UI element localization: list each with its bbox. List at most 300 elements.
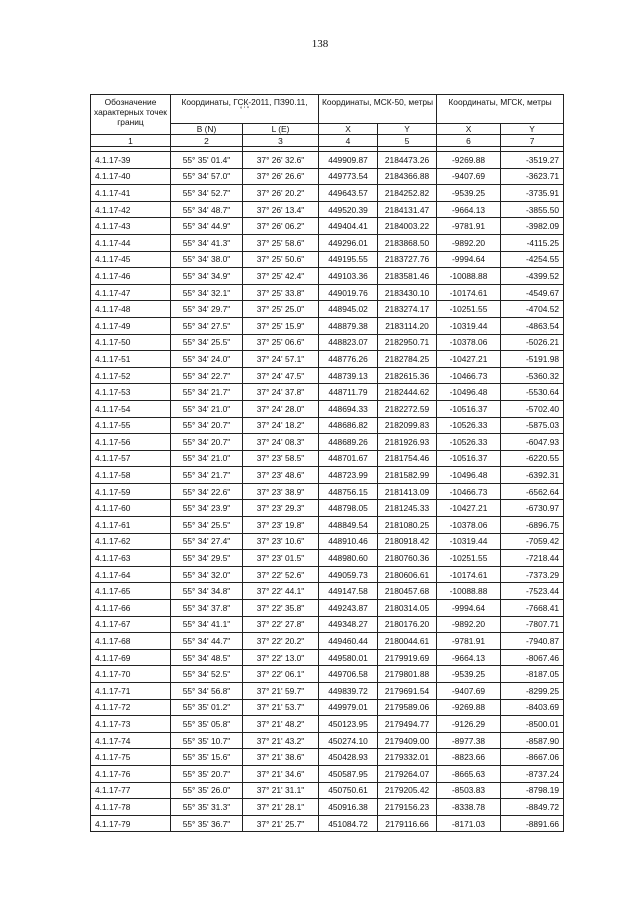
table-row (91, 434, 564, 451)
latitude-cell: 55° 34' 48.5" (171, 649, 243, 666)
msk-y-cell: 2181245.33 (378, 500, 437, 517)
msk-y-cell: 2179919.69 (378, 649, 437, 666)
mgsk-x-cell: -9664.13 (437, 649, 501, 666)
point-id-cell: 4.1.17-75 (91, 749, 171, 766)
mgsk-x-cell: -10319.44 (437, 533, 501, 550)
mgsk-y-cell: -4549.67 (501, 284, 564, 301)
mgsk-y-cell: -7940.87 (501, 633, 564, 650)
point-id-cell: 4.1.17-74 (91, 732, 171, 749)
point-id-cell: 4.1.17-58 (91, 467, 171, 484)
msk-x-cell: 448910.46 (319, 533, 378, 550)
point-id-cell: 4.1.17-67 (91, 616, 171, 633)
table-row (91, 317, 564, 334)
msk-y-cell: 2179264.07 (378, 765, 437, 782)
msk-y-cell: 2183430.10 (378, 284, 437, 301)
header-gsk-title: Координаты, ГСК-2011, ПЗ90.11, (181, 97, 308, 107)
point-id-cell: 4.1.17-46 (91, 268, 171, 285)
mgsk-y-cell: -4399.52 (501, 268, 564, 285)
mgsk-y-cell: -5191.98 (501, 351, 564, 368)
msk-x-cell: 451084.72 (319, 815, 378, 832)
msk-x-cell: 449296.01 (319, 234, 378, 251)
table-row (91, 500, 564, 517)
header-msk-x: X (319, 124, 378, 135)
table-body (91, 147, 564, 832)
table-row (91, 400, 564, 417)
table-row (91, 152, 564, 169)
mgsk-x-cell: -10496.48 (437, 384, 501, 401)
longitude-cell: 37° 22' 27.8" (243, 616, 319, 633)
latitude-cell: 55° 34' 41.1" (171, 616, 243, 633)
mgsk-x-cell: -10427.21 (437, 500, 501, 517)
longitude-cell: 37° 25' 15.9" (243, 317, 319, 334)
msk-y-cell: 2179801.88 (378, 666, 437, 683)
mgsk-y-cell: -8587.90 (501, 732, 564, 749)
table-row (91, 633, 564, 650)
longitude-cell: 37° 26' 20.2" (243, 185, 319, 202)
mgsk-y-cell: -5702.40 (501, 400, 564, 417)
latitude-cell: 55° 34' 21.0" (171, 450, 243, 467)
latitude-cell: 55° 34' 57.0" (171, 168, 243, 185)
latitude-cell: 55° 34' 23.9" (171, 500, 243, 517)
latitude-cell: 55° 34' 21.0" (171, 400, 243, 417)
longitude-cell: 37° 26' 06.2" (243, 218, 319, 235)
longitude-cell: 37° 24' 08.3" (243, 434, 319, 451)
msk-x-cell: 449460.44 (319, 633, 378, 650)
point-id-cell: 4.1.17-51 (91, 351, 171, 368)
mgsk-y-cell: -6562.64 (501, 483, 564, 500)
msk-x-cell: 448686.82 (319, 417, 378, 434)
longitude-cell: 37° 22' 52.6" (243, 566, 319, 583)
msk-x-cell: 449147.58 (319, 583, 378, 600)
latitude-cell: 55° 34' 48.7" (171, 201, 243, 218)
longitude-cell: 37° 22' 20.2" (243, 633, 319, 650)
point-id-cell: 4.1.17-39 (91, 152, 171, 169)
latitude-cell: 55° 34' 34.9" (171, 268, 243, 285)
latitude-cell: 55° 34' 32.0" (171, 566, 243, 583)
longitude-cell: 37° 25' 33.8" (243, 284, 319, 301)
longitude-cell: 37° 21' 43.2" (243, 732, 319, 749)
mgsk-y-cell: -6896.75 (501, 517, 564, 534)
msk-x-cell: 448849.54 (319, 517, 378, 534)
longitude-cell: 37° 24' 28.0" (243, 400, 319, 417)
table-row (91, 550, 564, 567)
table-row (91, 749, 564, 766)
mgsk-y-cell: -4704.52 (501, 301, 564, 318)
mgsk-y-cell: -3855.50 (501, 201, 564, 218)
mgsk-y-cell: -8798.19 (501, 782, 564, 799)
longitude-cell: 37° 21' 59.7" (243, 683, 319, 700)
msk-y-cell: 2180044.61 (378, 633, 437, 650)
longitude-cell: 37° 22' 35.8" (243, 600, 319, 617)
latitude-cell: 55° 34' 27.5" (171, 317, 243, 334)
point-id-cell: 4.1.17-78 (91, 799, 171, 816)
table-row (91, 533, 564, 550)
table-row (91, 201, 564, 218)
latitude-cell: 55° 34' 52.7" (171, 185, 243, 202)
point-id-cell: 4.1.17-73 (91, 716, 171, 733)
mgsk-y-cell: -8849.72 (501, 799, 564, 816)
table-row (91, 566, 564, 583)
point-id-cell: 4.1.17-42 (91, 201, 171, 218)
latitude-cell: 55° 35' 20.7" (171, 765, 243, 782)
mgsk-x-cell: -10526.33 (437, 434, 501, 451)
msk-x-cell: 448694.33 (319, 400, 378, 417)
mgsk-x-cell: -10516.37 (437, 450, 501, 467)
mgsk-x-cell: -9664.13 (437, 201, 501, 218)
point-id-cell: 4.1.17-60 (91, 500, 171, 517)
mgsk-x-cell: -8665.63 (437, 765, 501, 782)
msk-y-cell: 2179116.66 (378, 815, 437, 832)
msk-y-cell: 2182950.71 (378, 334, 437, 351)
latitude-cell: 55° 34' 52.5" (171, 666, 243, 683)
msk-x-cell: 448945.02 (319, 301, 378, 318)
longitude-cell: 37° 21' 25.7" (243, 815, 319, 832)
point-id-cell: 4.1.17-50 (91, 334, 171, 351)
column-number: 2 (171, 135, 243, 147)
point-id-cell: 4.1.17-43 (91, 218, 171, 235)
msk-x-cell: 449979.01 (319, 699, 378, 716)
mgsk-x-cell: -10378.06 (437, 517, 501, 534)
msk-x-cell: 449103.36 (319, 268, 378, 285)
msk-y-cell: 2181080.25 (378, 517, 437, 534)
table-row (91, 732, 564, 749)
point-id-cell: 4.1.17-44 (91, 234, 171, 251)
table-row (91, 815, 564, 832)
table-row (91, 334, 564, 351)
longitude-cell: 37° 22' 44.1" (243, 583, 319, 600)
mgsk-y-cell: -4863.54 (501, 317, 564, 334)
table-row (91, 782, 564, 799)
mgsk-y-cell: -7059.42 (501, 533, 564, 550)
longitude-cell: 37° 24' 57.1" (243, 351, 319, 368)
mgsk-y-cell: -5360.32 (501, 367, 564, 384)
msk-y-cell: 2179156.23 (378, 799, 437, 816)
msk-y-cell: 2182784.25 (378, 351, 437, 368)
msk-x-cell: 450916.38 (319, 799, 378, 816)
longitude-cell: 37° 26' 32.6" (243, 152, 319, 169)
longitude-cell: 37° 21' 31.1" (243, 782, 319, 799)
mgsk-y-cell: -5530.64 (501, 384, 564, 401)
table-row (91, 799, 564, 816)
mgsk-y-cell: -7218.44 (501, 550, 564, 567)
msk-y-cell: 2183868.50 (378, 234, 437, 251)
coordinates-table (90, 94, 564, 832)
table-row (91, 716, 564, 733)
msk-x-cell: 448723.99 (319, 467, 378, 484)
point-id-cell: 4.1.17-68 (91, 633, 171, 650)
longitude-cell: 37° 26' 13.4" (243, 201, 319, 218)
longitude-cell: 37° 23' 29.3" (243, 500, 319, 517)
mgsk-x-cell: -10516.37 (437, 400, 501, 417)
longitude-cell: 37° 23' 48.6" (243, 467, 319, 484)
latitude-cell: 55° 34' 20.7" (171, 417, 243, 434)
msk-y-cell: 2182272.59 (378, 400, 437, 417)
longitude-cell: 37° 25' 58.6" (243, 234, 319, 251)
latitude-cell: 55° 34' 25.5" (171, 334, 243, 351)
header-msk-group: Координаты, МСК-50, метры (319, 95, 437, 124)
msk-y-cell: 2181754.46 (378, 450, 437, 467)
mgsk-x-cell: -9407.69 (437, 683, 501, 700)
msk-x-cell: 449195.55 (319, 251, 378, 268)
point-id-cell: 4.1.17-45 (91, 251, 171, 268)
msk-y-cell: 2183727.76 (378, 251, 437, 268)
mgsk-y-cell: -3735.91 (501, 185, 564, 202)
msk-y-cell: 2180918.42 (378, 533, 437, 550)
longitude-cell: 37° 24' 47.5" (243, 367, 319, 384)
mgsk-x-cell: -9781.91 (437, 218, 501, 235)
msk-x-cell: 450123.95 (319, 716, 378, 733)
msk-x-cell: 448980.60 (319, 550, 378, 567)
page-number: 138 (311, 38, 329, 50)
msk-y-cell: 2183581.46 (378, 268, 437, 285)
mgsk-y-cell: -6392.31 (501, 467, 564, 484)
table-row (91, 483, 564, 500)
msk-y-cell: 2179205.42 (378, 782, 437, 799)
mgsk-x-cell: -8977.38 (437, 732, 501, 749)
msk-y-cell: 2180457.68 (378, 583, 437, 600)
point-id-cell: 4.1.17-55 (91, 417, 171, 434)
msk-x-cell: 449706.58 (319, 666, 378, 683)
table-row (91, 185, 564, 202)
mgsk-x-cell: -8338.78 (437, 799, 501, 816)
mgsk-x-cell: -9539.25 (437, 185, 501, 202)
mgsk-x-cell: -10174.61 (437, 566, 501, 583)
mgsk-x-cell: -10526.33 (437, 417, 501, 434)
mgsk-x-cell: -10466.73 (437, 483, 501, 500)
latitude-cell: 55° 34' 38.0" (171, 251, 243, 268)
point-id-cell: 4.1.17-41 (91, 185, 171, 202)
column-number: 6 (437, 135, 501, 147)
msk-y-cell: 2181582.99 (378, 467, 437, 484)
longitude-cell: 37° 22' 06.1" (243, 666, 319, 683)
column-number: 5 (378, 135, 437, 147)
msk-y-cell: 2184003.22 (378, 218, 437, 235)
msk-y-cell: 2179494.77 (378, 716, 437, 733)
table-row (91, 517, 564, 534)
latitude-cell: 55° 34' 37.8" (171, 600, 243, 617)
table-row (91, 251, 564, 268)
mgsk-x-cell: -10251.55 (437, 550, 501, 567)
msk-x-cell: 449243.87 (319, 600, 378, 617)
longitude-cell: 37° 23' 58.5" (243, 450, 319, 467)
point-id-cell: 4.1.17-49 (91, 317, 171, 334)
mgsk-y-cell: -3982.09 (501, 218, 564, 235)
longitude-cell: 37° 21' 53.7" (243, 699, 319, 716)
mgsk-y-cell: -3519.27 (501, 152, 564, 169)
mgsk-y-cell: -3623.71 (501, 168, 564, 185)
table-row (91, 583, 564, 600)
msk-x-cell: 449059.73 (319, 566, 378, 583)
latitude-cell: 55° 34' 29.5" (171, 550, 243, 567)
mgsk-x-cell: -9994.64 (437, 600, 501, 617)
longitude-cell: 37° 23' 01.5" (243, 550, 319, 567)
header-mgsk-group: Координаты, МГСК, метры (437, 95, 564, 124)
latitude-cell: 55° 34' 41.3" (171, 234, 243, 251)
msk-y-cell: 2184473.26 (378, 152, 437, 169)
msk-y-cell: 2182099.83 (378, 417, 437, 434)
latitude-cell: 55° 34' 27.4" (171, 533, 243, 550)
msk-y-cell: 2180176.20 (378, 616, 437, 633)
table-row (91, 649, 564, 666)
msk-x-cell: 448739.13 (319, 367, 378, 384)
table-row (91, 268, 564, 285)
msk-x-cell: 450428.93 (319, 749, 378, 766)
msk-x-cell: 450750.61 (319, 782, 378, 799)
mgsk-x-cell: -9539.25 (437, 666, 501, 683)
point-id-cell: 4.1.17-48 (91, 301, 171, 318)
longitude-cell: 37° 25' 42.4" (243, 268, 319, 285)
msk-x-cell: 449520.39 (319, 201, 378, 218)
msk-x-cell: 450587.95 (319, 765, 378, 782)
point-id-cell: 4.1.17-64 (91, 566, 171, 583)
mgsk-x-cell: -10319.44 (437, 317, 501, 334)
msk-y-cell: 2182615.36 (378, 367, 437, 384)
longitude-cell: 37° 26' 26.6" (243, 168, 319, 185)
mgsk-y-cell: -4115.25 (501, 234, 564, 251)
mgsk-x-cell: -10378.06 (437, 334, 501, 351)
table-row (91, 168, 564, 185)
longitude-cell: 37° 21' 48.2" (243, 716, 319, 733)
msk-x-cell: 449909.87 (319, 152, 378, 169)
mgsk-x-cell: -9407.69 (437, 168, 501, 185)
point-id-cell: 4.1.17-54 (91, 400, 171, 417)
table-row (91, 284, 564, 301)
longitude-cell: 37° 23' 19.8" (243, 517, 319, 534)
longitude-cell: 37° 23' 38.9" (243, 483, 319, 500)
mgsk-y-cell: -5875.03 (501, 417, 564, 434)
mgsk-x-cell: -9994.64 (437, 251, 501, 268)
latitude-cell: 55° 34' 22.7" (171, 367, 243, 384)
point-id-cell: 4.1.17-52 (91, 367, 171, 384)
latitude-cell: 55° 35' 01.2" (171, 699, 243, 716)
point-id-cell: 4.1.17-63 (91, 550, 171, 567)
mgsk-y-cell: -8067.46 (501, 649, 564, 666)
header-b: B (N) (171, 124, 243, 135)
mgsk-y-cell: -6047.93 (501, 434, 564, 451)
point-id-cell: 4.1.17-71 (91, 683, 171, 700)
point-id-cell: 4.1.17-65 (91, 583, 171, 600)
mgsk-x-cell: -10174.61 (437, 284, 501, 301)
latitude-cell: 55° 35' 01.4" (171, 152, 243, 169)
table-row (91, 699, 564, 716)
msk-y-cell: 2181413.09 (378, 483, 437, 500)
point-id-cell: 4.1.17-72 (91, 699, 171, 716)
point-id-cell: 4.1.17-76 (91, 765, 171, 782)
point-id-cell: 4.1.17-77 (91, 782, 171, 799)
longitude-cell: 37° 23' 10.6" (243, 533, 319, 550)
column-number: 1 (91, 135, 171, 147)
mgsk-x-cell: -8823.66 (437, 749, 501, 766)
latitude-cell: 55° 35' 26.0" (171, 782, 243, 799)
header-gsk-units: ° ' " (240, 107, 250, 113)
header-point: Обозначение характерных точек границ (91, 95, 171, 135)
msk-y-cell: 2180760.36 (378, 550, 437, 567)
header-l: L (E) (243, 124, 319, 135)
mgsk-x-cell: -10088.88 (437, 583, 501, 600)
msk-y-cell: 2181926.93 (378, 434, 437, 451)
mgsk-x-cell: -10251.55 (437, 301, 501, 318)
latitude-cell: 55° 35' 36.7" (171, 815, 243, 832)
longitude-cell: 37° 21' 34.6" (243, 765, 319, 782)
table-row (91, 301, 564, 318)
table-row (91, 218, 564, 235)
point-id-cell: 4.1.17-69 (91, 649, 171, 666)
msk-y-cell: 2183114.20 (378, 317, 437, 334)
mgsk-x-cell: -8503.83 (437, 782, 501, 799)
msk-x-cell: 448711.79 (319, 384, 378, 401)
latitude-cell: 55° 35' 15.6" (171, 749, 243, 766)
msk-x-cell: 449773.54 (319, 168, 378, 185)
table-row (91, 616, 564, 633)
latitude-cell: 55° 35' 05.8" (171, 716, 243, 733)
point-id-cell: 4.1.17-79 (91, 815, 171, 832)
mgsk-x-cell: -9781.91 (437, 633, 501, 650)
latitude-cell: 55° 34' 32.1" (171, 284, 243, 301)
latitude-cell: 55° 34' 22.6" (171, 483, 243, 500)
latitude-cell: 55° 34' 44.9" (171, 218, 243, 235)
mgsk-x-cell: -10496.48 (437, 467, 501, 484)
mgsk-x-cell: -9269.88 (437, 152, 501, 169)
msk-x-cell: 449580.01 (319, 649, 378, 666)
table-row (91, 683, 564, 700)
table-row (91, 600, 564, 617)
point-id-cell: 4.1.17-57 (91, 450, 171, 467)
longitude-cell: 37° 25' 25.0" (243, 301, 319, 318)
point-id-cell: 4.1.17-47 (91, 284, 171, 301)
mgsk-y-cell: -7668.41 (501, 600, 564, 617)
msk-x-cell: 448756.15 (319, 483, 378, 500)
msk-x-cell: 448823.07 (319, 334, 378, 351)
table-row (91, 765, 564, 782)
longitude-cell: 37° 22' 13.0" (243, 649, 319, 666)
table-row (91, 351, 564, 368)
latitude-cell: 55° 34' 29.7" (171, 301, 243, 318)
latitude-cell: 55° 34' 21.7" (171, 467, 243, 484)
msk-y-cell: 2184366.88 (378, 168, 437, 185)
longitude-cell: 37° 25' 06.6" (243, 334, 319, 351)
msk-x-cell: 448701.67 (319, 450, 378, 467)
msk-x-cell: 449643.57 (319, 185, 378, 202)
latitude-cell: 55° 34' 56.8" (171, 683, 243, 700)
msk-y-cell: 2182444.62 (378, 384, 437, 401)
mgsk-x-cell: -9126.29 (437, 716, 501, 733)
table-row (91, 666, 564, 683)
mgsk-x-cell: -9269.88 (437, 699, 501, 716)
mgsk-y-cell: -8667.06 (501, 749, 564, 766)
mgsk-y-cell: -8737.24 (501, 765, 564, 782)
mgsk-y-cell: -6730.97 (501, 500, 564, 517)
point-id-cell: 4.1.17-61 (91, 517, 171, 534)
mgsk-y-cell: -8187.05 (501, 666, 564, 683)
mgsk-x-cell: -9892.20 (437, 234, 501, 251)
longitude-cell: 37° 24' 37.8" (243, 384, 319, 401)
latitude-cell: 55° 34' 21.7" (171, 384, 243, 401)
mgsk-y-cell: -8500.01 (501, 716, 564, 733)
header-mgsk-x: X (437, 124, 501, 135)
mgsk-y-cell: -6220.55 (501, 450, 564, 467)
point-id-cell: 4.1.17-70 (91, 666, 171, 683)
mgsk-x-cell: -10088.88 (437, 268, 501, 285)
msk-x-cell: 450274.10 (319, 732, 378, 749)
header-gsk-group (171, 95, 319, 124)
msk-x-cell: 448798.05 (319, 500, 378, 517)
msk-x-cell: 448776.26 (319, 351, 378, 368)
point-id-cell: 4.1.17-53 (91, 384, 171, 401)
header-msk-y: Y (378, 124, 437, 135)
msk-x-cell: 448879.38 (319, 317, 378, 334)
point-id-cell: 4.1.17-40 (91, 168, 171, 185)
mgsk-y-cell: -4254.55 (501, 251, 564, 268)
